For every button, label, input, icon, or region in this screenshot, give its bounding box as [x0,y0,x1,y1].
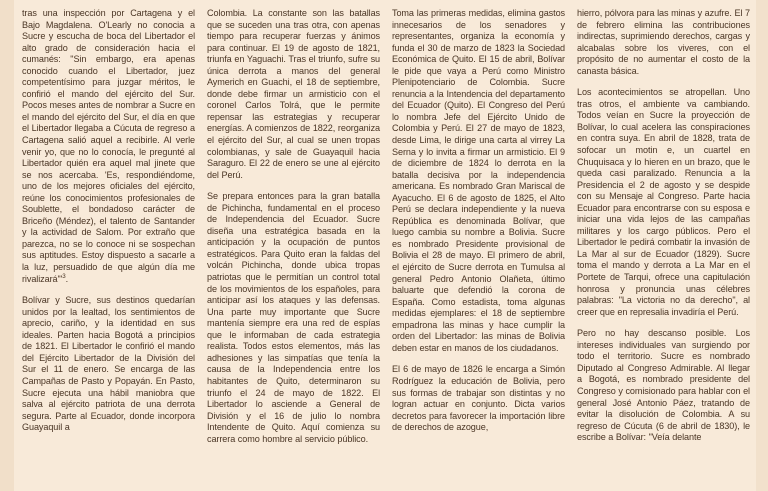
text-column-2 [207,8,380,485]
text-column-3 [392,8,565,485]
text-column-4 [577,8,750,485]
paragraph: tras una inspección por Cartagena y el Bajo Magdalena. O'Learly no conocia a Sucre y escucha de boca del Libertador el alto grado de consideración hacia el cumanés: "Sin embargo, era apenas conocido cuando el Libertador, juez competentísimo para juzgar méritos, le confirió el mando del ejército del Sur. Pocos meses antes de nombrar a Sucre en el mando del ejército del Sur, el día en que el Libertador llegaba a Cúcuta de regreso a Cartagena salió aquel a recibirle. Al verle venir yo, que no lo conocía, le pregunté al Libertador quién era aquel mal jinete que se nos acercaba. 'Es, respondiéndome, uno de los mejores oficiales del ejército, reúne los conocimientos profesionales de Soublette, el bondadoso carácter de Briceño (Méndez), el talento de Santander y la actividad de Salom. Por extraño que parezca, no se lo conoce ni se sospechan sus aptitudes. Estoy dispuesto a sacarle a la luz, persuadido de que algún día me rivalizará'"$^3$. [22,8,195,284]
paragraph: Los acontecimientos se atropellan. Uno tras otros, el ambiente va cambiando. Todos veían en Sucre la proyección de Bolívar, lo cual acelera las conspiraciones en contra suya. En abril de 1828, trata de sofocar un motin e, un cuartel en Chuquisaca y lo hieren en un brazo, que le queda casi paralizado. Renuncia a la Presidencia el 2 de agosto y se despide con su Mensaje al Congreso. Parte hacia Ecuador para encontrarse con su esposa e iniciar una vida lejos de las campañas militares y los cargo públicos. Pero el Libertador le pedirá combatir la invasión de La Mar al sur de Ecuador (1829). Sucre toma el mando y derrota a La Mar en el Portete de Tarqui, ofrece una capitulación honrosa y pronuncia unas célebres palabras: "La victoria no da derecho", al creer que en represalia invadiría el Perú. [577,87,750,317]
paragraph: Pero no hay descanso posible. Los intereses individuales van surgiendo por todo el territorio. Sucre es nombrado Diputado al Congreso Admirable. Al llegar a Bogotá, es nombrado presidente del Congreso y comisionado para hablar con el general José Antonio Páez, tratando de evitar la disolución de Colombia. A su regreso de Cúcuta (6 de abril de 1830), le escribe a Bolívar: "Veía delante [577,328,750,443]
paragraph: Toma las primeras medidas, elimina gastos innecesarios de los senadores y representantes, organiza la economía y funda el 30 de marzo de 1823 la Sociedad Económica de Quito. El 15 de abril, Bolívar le pide que vaya a Perú como Ministro Plenipotenciario de Colombia. Sucre renuncia a la Intendencia del departamento del Ecuador (Quito). El Congreso del Perú lo nombra Jefe del Ejército Unido de Colombia y Perú. El 27 de mayo de 1823, desde Lima, le dirige una carta al virrey La Serna y lo invita a firmar un armisticio. El 9 de diciembre de 1824 lo derrota en la batalla decisiva por la independencia americana. Es nombrado Gran Mariscal de Ayacucho. El 6 de agosto de 1825, el Alto Perú se declara independiente y la nueva República es denominada Bolívar, que luego cambia su nombre a Bolivia. Sucre es nombrado Presidente provisional de Bolivia el 28 de mayo. El primero de abril, el ejército de Sucre derrota en Tumulsa al general Pedro Antonio Olañeta, último baluarte que defendió la corona de España. Como estadista, toma algunas medidas ejemplares: el 18 de septiembre empadrona las minas y hace cumplir la orden del Libertador: las minas de Bolivia deben estar en manos de los ciudadanos. [392,8,565,353]
text-column-1 [22,8,195,485]
paragraph-text: tras una inspección por Cartagena y el Bajo Magdalena. O'Learly no conocia a Sucre y escucha de boca del Libertador el alto grado de consideración hacia el cumanés: "Sin embargo, era apenas conocido cuando el Libertador, juez competentísimo para juzgar méritos, le confirió el mando del ejército del Sur. Pocos meses antes de nombrar a Sucre en el mando del ejército del Sur, el día en que el Libertador llegaba a Cúcuta de regreso a Cartagena salió aquel a recibirle. Al verle venir yo, que no lo conocía, le pregunté al Libertador quién era aquel mal jinete que se nos acercaba. 'Es, respondiéndome, uno de los mejores oficiales del ejército, reúne los conocimientos profesionales de Soublette, el bondadoso carácter de Briceño (Méndez), el talento de Santander y la actividad de Salom. Por extraño que parezca, no se lo conoce ni se sospechan sus aptitudes. Estoy dispuesto a sacarle a la luz, persuadido de que algún día me rivalizará'" [22,8,195,284]
paragraph: Se prepara entonces para la gran batalla de Pichincha, fundamental en el proceso de Independencia del Ecuador. Sucre diseña una estratégica basada en la anticipación y la ocupación de puntos estratégicos. Para Quito eran la faldas del volcán Pichincha, donde ubica tropas patriotas que le permitían un control total de los movimientos de los españoles, para anticipar así los ataques y las defensas. Una parte muy importante que Sucre mantenía siempre era una red de espías que le informaban de cada estrategia realista. Todos estos elementos, más las adhesiones y las simpatías que tenía la causa de la Independencia entre los habitantes de Quito, determinaron su triunfo el 24 de mayo de 1822. El Libertador lo asciende a General de División y el 16 de julio lo nombra Intendente de Quito. Aquí comienza su carrera como hombre al servicio público. [207,191,380,444]
paragraph: hierro, pólvora para las minas y azufre. El 7 de febrero elimina las contribuciones indirectas, suprimiendo derechos, cargas y alcabalas sobre los viveres, con el propósito de no aumentar el costo de la canasta básica. [577,8,750,76]
paragraph: Colombia. La constante son las batallas que se suceden una tras otra, con apenas tiempo para recuperar fuerzas y ánimos para continuar. El 19 de agosto de 1821, triunfa en Yaguachi. Tras el triunfo, sufre su única derrota a manos del general Aymerich en Guachi, el 18 de septiembre, donde debe firmar un armisticio con el coronel Carlos Tolrá, que le permite repensar las estrategias y recuperar energías. A comienzos de 1822, reorganiza el ejército del Sur, al cual se unen tropas colombianas, y sale de Guayaquil hacia Saraguro. El 22 de enero se une al ejército del Perú. [207,8,380,180]
paragraph: Bolívar y Sucre, sus destinos quedarían unidos por la lealtad, los sentimientos de aprecio, cariño, y la identidad en sus ideales. Parten hacia Bogotá a principios de 1821. El Libertador le confirió el mando del Ejército Libertador de la División del Sur el 11 de enero. Se encarga de las Campañas de Pasto y Popayán. En Pasto, Sucre ejecuta una hábil maniobra que salva al ejército patriota de una derrota segura. Parte al Ecuador, donde incorpora Guayaquil a [22,295,195,433]
paragraph: El 6 de mayo de 1826 le encarga a Simón Rodríguez la educación de Bolivia, pero sus formas de trabajar son distintas y no logran actuar en conjunto. Dicta varios decretos para favorecer la importación libre de derechos de azogue, [392,364,565,433]
footnote-marker[interactable]: 3 [62,272,66,280]
